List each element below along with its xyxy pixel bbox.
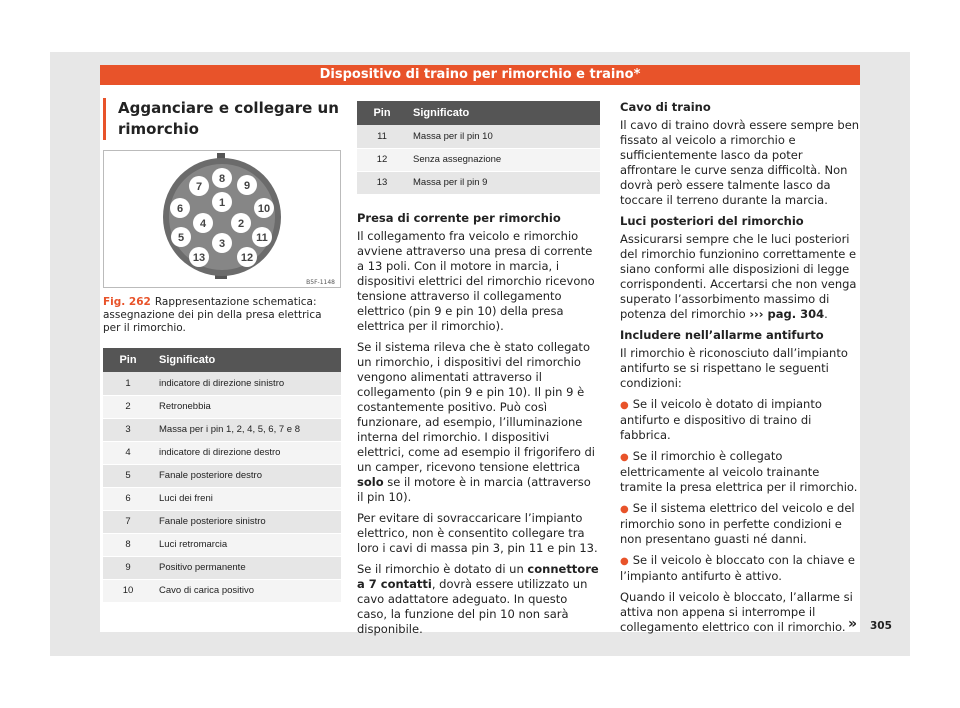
pin-cell: 3	[103, 418, 153, 441]
bullet-text: Se il veicolo è dotato di impianto antifurto e dispositivo di traino di fabbrica.	[620, 397, 822, 442]
text-span: Se il rimorchio è dotato di un	[357, 562, 524, 576]
bold-span: solo	[357, 475, 384, 489]
bullet-item	[620, 449, 860, 495]
table-row	[103, 579, 341, 602]
pin-10-label: 10	[257, 203, 271, 215]
table-row	[357, 125, 600, 148]
header-title: Dispositivo di traino per rimorchio e traino*	[100, 65, 860, 85]
table-row	[357, 148, 600, 171]
bullet-text: Se il rimorchio è collegato elettricamente al veicolo trainante tramite la presa elettrica per il rimorchio.	[620, 449, 858, 494]
meaning-cell: Fanale posteriore sinistro	[153, 510, 341, 533]
bullet-text: Se il sistema elettrico del veicolo e del rimorchio sono in perfette condizioni e non presentano guasti né danni.	[620, 501, 855, 546]
paragraph	[620, 232, 860, 322]
meaning-cell: Massa per i pin 1, 2, 4, 5, 6, 7 e 8	[153, 418, 341, 441]
meaning-cell: Fanale posteriore destro	[153, 464, 341, 487]
meaning-cell: Positivo permanente	[153, 556, 341, 579]
table-row	[103, 418, 341, 441]
paragraph: Per evitare di sovraccaricare l’impianto elettrico, non è consentito collegare tra loro i cavi di massa pin 3, pin 11 e pin 13.	[357, 511, 598, 555]
pin-cell: 7	[103, 510, 153, 533]
paragraph: Il collegamento fra veicolo e rimorchio avviene attraverso una presa di corrente a 13 poli. Con il motore in marcia, i dispositivi elettrici del rimorchio ricevono tensione attraverso il collegamento elettrico (pin 9 e pin 10) della presa elettrica per il rimorchio).	[357, 229, 595, 333]
pin-6-label: 6	[176, 203, 184, 215]
bullet-item	[620, 397, 860, 443]
pin-8-label: 8	[218, 173, 226, 185]
table-row	[103, 395, 341, 418]
pin-cell: 12	[357, 148, 407, 171]
pin-table-1	[103, 348, 341, 603]
paragraph	[357, 562, 600, 637]
pin-7-label: 7	[195, 181, 203, 193]
pin-cell: 1	[103, 372, 153, 395]
pin-13-label: 13	[192, 252, 206, 264]
table-row	[103, 464, 341, 487]
table-row	[103, 533, 341, 556]
column-middle	[357, 211, 600, 643]
pin-cell: 5	[103, 464, 153, 487]
table-row	[103, 556, 341, 579]
figure-caption-text: Rappresentazione schematica: assegnazione dei pin della presa elettrica per il rimorchio.	[103, 296, 322, 334]
meaning-cell: indicatore di direzione sinistro	[153, 372, 341, 395]
table-row	[357, 171, 600, 194]
section-title: Agganciare e collegare un rimorchio	[103, 98, 341, 140]
meaning-cell: Cavo di carica positivo	[153, 579, 341, 602]
text-span: , dovrà essere utilizzato un cavo adattatore adeguato. In questo caso, la funzione del pin 10 non sarà disponibile.	[357, 577, 588, 636]
meaning-cell: Massa per il pin 10	[407, 125, 600, 148]
meaning-cell: indicatore di direzione destro	[153, 441, 341, 464]
pin-cell: 2	[103, 395, 153, 418]
col-header-meaning: Significato	[153, 348, 341, 372]
pin-11-label: 11	[256, 232, 268, 244]
continue-arrow-icon: »	[848, 616, 858, 632]
paragraph: Il cavo di traino dovrà essere sempre ben fissato al veicolo a rimorchio e sufficientemente lasco da poter affrontare le curve senza difficoltà. Non dovrà però essere talmente lasco da toccare il terreno durante la marcia.	[620, 118, 860, 207]
pin-cell: 10	[103, 579, 153, 602]
meaning-cell: Senza assegnazione	[407, 148, 600, 171]
meaning-cell: Luci retromarcia	[153, 533, 341, 556]
pin-cell: 13	[357, 171, 407, 194]
bullet-icon: ●	[620, 400, 629, 411]
meaning-cell: Massa per il pin 9	[407, 171, 600, 194]
col-header-pin: Pin	[357, 101, 407, 125]
heading-lights: Luci posteriori del rimorchio	[620, 214, 804, 228]
pin-4-label: 4	[199, 218, 207, 230]
text-span: se il motore è in marcia (attraverso il pin 10).	[357, 475, 591, 504]
paragraph: Il rimorchio è riconosciuto dall’impianto antifurto se si rispettano le seguenti condizioni:	[620, 346, 848, 390]
pin-1-label: 1	[218, 197, 226, 209]
column-right	[620, 100, 860, 641]
pin-9-label: 9	[243, 180, 251, 192]
pin-2-label: 2	[237, 218, 245, 230]
meaning-cell: Retronebbia	[153, 395, 341, 418]
table-row	[103, 487, 341, 510]
pin-table-2	[357, 101, 600, 195]
meaning-cell: Luci dei freni	[153, 487, 341, 510]
heading-alarm: Includere nell’allarme antifurto	[620, 328, 824, 342]
connector-diagram	[104, 151, 340, 287]
connector-figure	[103, 150, 341, 288]
col-header-meaning: Significato	[407, 101, 600, 125]
text-span: Assicurarsi sempre che le luci posteriori del rimorchio funzionino correttamente e siano conformi alle disposizioni di legge corrispondenti. Accertarsi che non venga superato l’assorbimento massimo di potenza del rimorchio	[620, 232, 857, 321]
page-number: 305	[870, 620, 892, 632]
bullet-item	[620, 553, 860, 584]
heading-socket: Presa di corrente per rimorchio	[357, 211, 561, 225]
bullet-icon: ●	[620, 452, 629, 463]
table-row	[103, 372, 341, 395]
pin-3-label: 3	[218, 238, 226, 250]
paragraph: Quando il veicolo è bloccato, l’allarme si attiva non appena si interrompe il collegamento elettrico con il rimorchio.	[620, 590, 853, 634]
bold-span: connettore a 7 contatti	[357, 562, 599, 591]
bullet-text: Se il veicolo è bloccato con la chiave e l’impianto antifurto è attivo.	[620, 553, 855, 583]
paragraph	[357, 340, 600, 505]
bullet-icon: ●	[620, 504, 629, 515]
pin-cell: 11	[357, 125, 407, 148]
pin-cell: 4	[103, 441, 153, 464]
pin-cell: 6	[103, 487, 153, 510]
heading-cable: Cavo di traino	[620, 100, 711, 114]
text-span: .	[824, 307, 828, 321]
bullet-item	[620, 501, 860, 547]
page-reference-link[interactable]: ››› pag. 304	[749, 307, 825, 321]
table-row	[103, 441, 341, 464]
pin-5-label: 5	[177, 232, 185, 244]
figure-code: B5F-1148	[306, 279, 335, 286]
figure-caption	[103, 296, 341, 335]
figure-label: Fig. 262	[103, 296, 151, 308]
bullet-icon: ●	[620, 556, 629, 567]
pin-12-label: 12	[240, 252, 254, 264]
col-header-pin: Pin	[103, 348, 153, 372]
text-span: Se il sistema rileva che è stato collegato un rimorchio, i dispositivi del rimorchio vengono alimentati attraverso il collegamento (pin 9 e pin 10). Il pin 9 è costantemente positivo. Può così funzionare, ad esempio, l’illuminazione interna del rimorchio. I dispositivi elettrici, come ad esempio il frigorifero di un camper, ricevono tensione elettrica	[357, 340, 596, 474]
table-row	[103, 510, 341, 533]
pin-cell: 9	[103, 556, 153, 579]
pin-cell: 8	[103, 533, 153, 556]
